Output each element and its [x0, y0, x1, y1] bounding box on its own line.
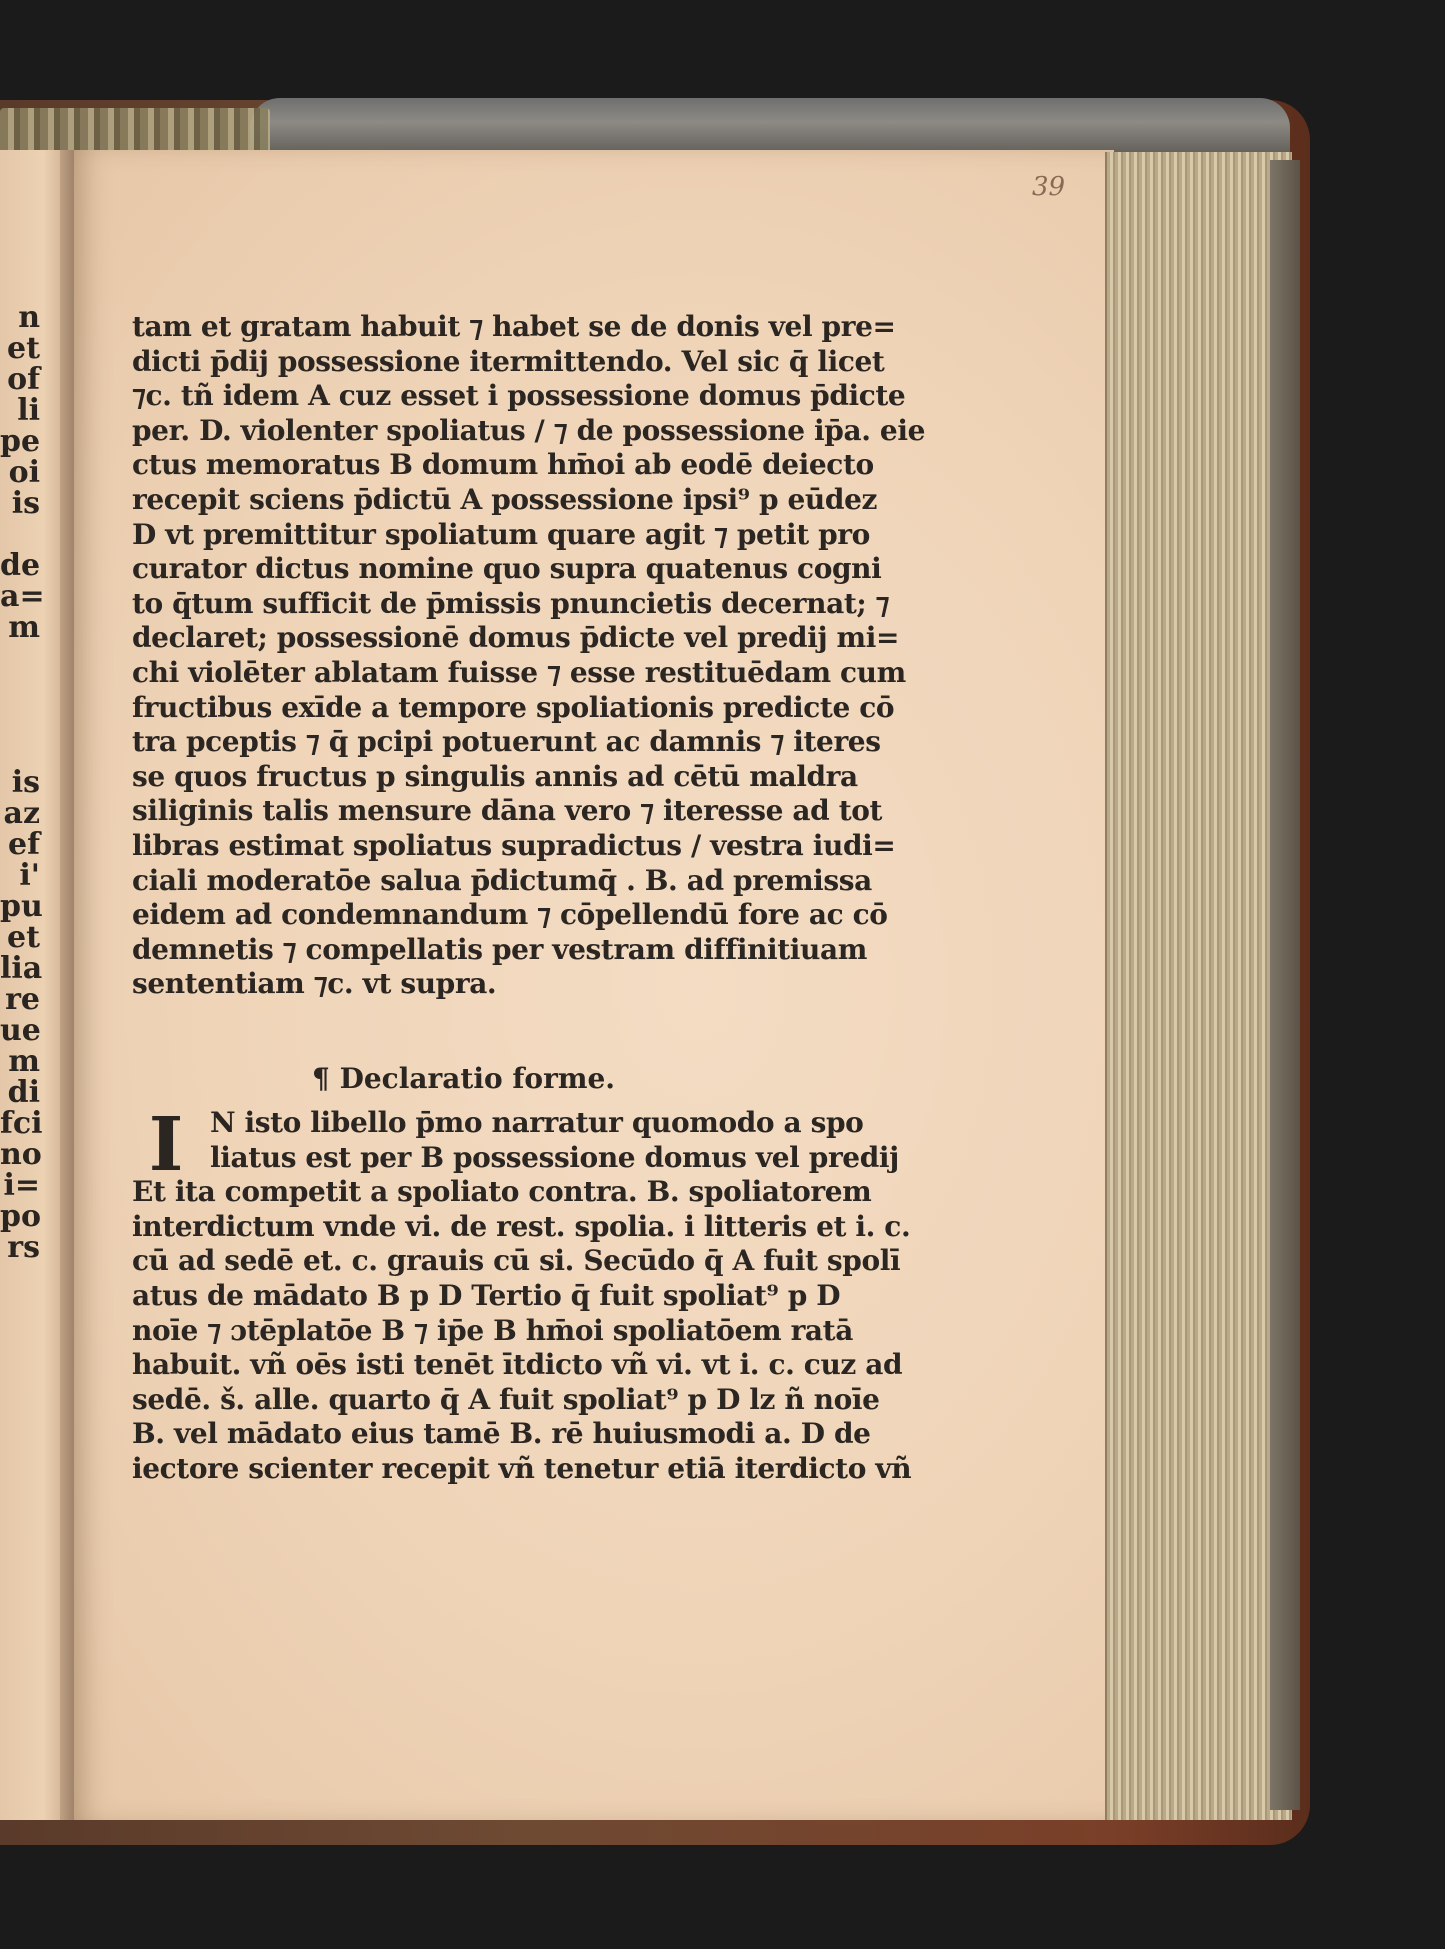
text-line: pe [0, 424, 41, 459]
text-line: i' [19, 858, 40, 893]
text-line [0, 736, 40, 767]
text-line: interdictum vnde vi. de rest. spolia. i litteris et i. c. [132, 1209, 911, 1243]
text-line: pu [0, 889, 43, 924]
text-line: m [8, 1044, 40, 1079]
text-line: i= [3, 1168, 40, 1203]
text-line: a= [0, 579, 45, 614]
text-line: to q̄tum sufficit de p̄missis pnuncietis decernat; ⁊ [132, 586, 890, 620]
text-line: noīe ⁊ ɔtēplatōe B ⁊ ip̄e B hm̄oi spoliatōem ratā [132, 1313, 853, 1347]
text-line: de [0, 548, 41, 583]
text-line: m [8, 610, 40, 645]
text-line: et [7, 331, 40, 366]
cover-edge [1270, 160, 1300, 1810]
folio-number: 39 [1032, 172, 1066, 202]
text-line: rs [7, 1230, 40, 1265]
text-line: re [5, 982, 40, 1017]
text-line: cū ad sedē et. c. grauis cū si. Secūdo q̄ A fuit spolī [132, 1244, 901, 1278]
text-line [0, 674, 40, 705]
text-line: az [3, 796, 40, 831]
left-page-text-fragments [0, 300, 45, 1265]
text-line: atus de mādato B p D Tertio q̄ fuit spoliat⁹ p D [132, 1278, 841, 1312]
text-line: B. vel mādato eius tamē B. rē huiusmodi a. D de [132, 1417, 871, 1451]
text-line: Et ita competit a spoliato contra. B. spoliatorem [132, 1175, 872, 1209]
text-line: per. D. violenter spoliatus / ⁊ de possessione ip̄a. eie [132, 413, 925, 447]
text-line: se quos fructus p singulis annis ad cētū maldra [132, 759, 858, 793]
text-line: habuit. vñ oēs isti tenēt ītdicto vñ vi. vt i. c. cuz ad [132, 1348, 903, 1382]
text-line: po [0, 1199, 41, 1234]
text-line: no [0, 1137, 42, 1172]
text-line: declaret; possessionē domus p̄dicte vel predij mi= [132, 621, 900, 655]
text-line: li [17, 393, 40, 428]
text-line: sententiam ⁊c. vt supra. [132, 967, 497, 1001]
text-line: di [7, 1075, 40, 1110]
text-line: eidem ad condemnandum ⁊ cōpellendū fore ac cō [132, 898, 888, 932]
text-line: recepit sciens p̄dictū A possessione ipsi⁹ p eūdez [132, 482, 877, 516]
text-line: n [18, 300, 40, 335]
spine-cap [250, 98, 1290, 158]
text-line: demnetis ⁊ compellatis per vestram diffinitiuam [132, 932, 867, 966]
text-line: of [7, 362, 40, 397]
text-line: ctus memoratus B domum hm̄oi ab eodē deiecto [132, 448, 874, 482]
text-line [0, 643, 40, 674]
page-block-fore-edge [1105, 152, 1292, 1820]
text-line: is [11, 486, 40, 521]
text-line: ciali moderatōe salua p̄dictumq̄ . B. ad premissa [132, 863, 872, 897]
text-line: sedē. š. alle. quarto q̄ A fuit spoliat⁹ p D lz ñ noīe [132, 1382, 880, 1416]
paragraph-1 [132, 310, 925, 1002]
text-line: ef [8, 827, 40, 862]
text-line: fructibus exīde a tempore spoliationis predicte cō [132, 690, 895, 724]
text-line [0, 519, 40, 550]
text-line: lia [0, 951, 43, 986]
text-line: fci [0, 1106, 43, 1141]
text-line: ue [0, 1013, 41, 1048]
text-line [0, 705, 40, 736]
text-line: D vt premittitur spoliatum quare agit ⁊ petit pro [132, 517, 870, 551]
text-line: siliginis talis mensure dāna vero ⁊ iteresse ad tot [132, 794, 883, 828]
text-line: ⁊c. tñ idem A cuz esset i possessione domus p̄dicte [132, 379, 906, 413]
text-line: liatus est per B possessione domus vel predij [210, 1140, 899, 1174]
text-line: tam et gratam habuit ⁊ habet se de donis vel pre= [132, 310, 896, 343]
text-line: et [7, 920, 40, 955]
text-line: chi violēter ablatam fuisse ⁊ esse restituēdam cum [132, 655, 906, 689]
text-line: iectore scienter recepit vñ tenetur etiā iterdicto vñ [132, 1451, 912, 1485]
text-line: tra pceptis ⁊ q̄ pcipi potuerunt ac damnis ⁊ iteres [132, 725, 881, 759]
headband [0, 108, 270, 156]
section-heading: ¶ Declaratio forme. [312, 1062, 616, 1095]
text-line: dicti p̄dij possessione itermittendo. Vel sic q̄ licet [132, 344, 885, 378]
initial-letter: I [148, 1102, 184, 1188]
text-line: oi [8, 455, 40, 490]
text-line: libras estimat spoliatus supradictus / vestra iudi= [132, 828, 896, 862]
text-line: N isto libello p̄mo narratur quomodo a spo [210, 1106, 864, 1139]
text-line: is [11, 765, 40, 800]
paragraph-2 [132, 1102, 912, 1487]
text-line: curator dictus nomine quo supra quatenus cogni [132, 552, 882, 586]
